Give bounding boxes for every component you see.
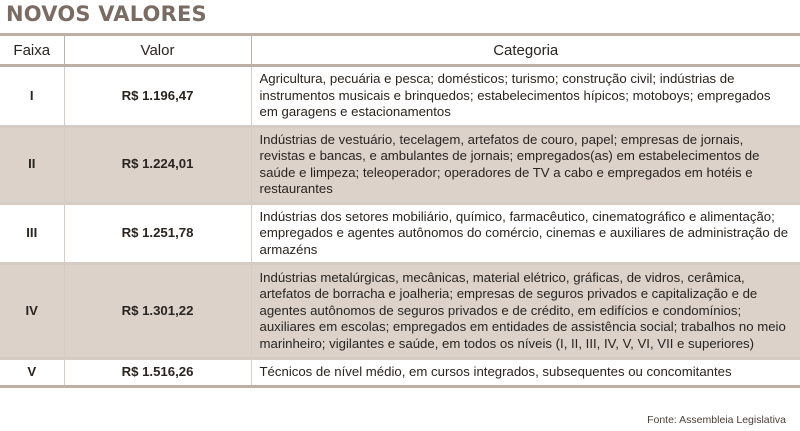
values-table <box>0 33 800 388</box>
categoria-cell: Indústrias dos setores mobiliário, químico, farmacêutico, cinematográfico e alimentação; empregados e agentes autônomos do comércio, cinemas e auxiliares de administração de armazéns <box>251 203 800 264</box>
valor-cell: R$ 1.516,26 <box>64 359 251 387</box>
table-row <box>0 359 800 387</box>
faixa-cell: IV <box>0 264 64 359</box>
categoria-cell: Agricultura, pecuária e pesca; domésticos; turismo; construção civil; indústrias de instrumentos musicais e brinquedos; estabelecimentos hípicos; motoboys; empregados em garagens e estacionamentos <box>251 66 800 127</box>
categoria-cell: Indústrias de vestuário, tecelagem, artefatos de couro, papel; empresas de jornais, revistas e bancas, e ambulantes de jornais; empregados(as) em estabelecimentos de saúde e limpeza; teleoperador; operadores de TV a cabo e empregados em hotéis e restaurantes <box>251 126 800 203</box>
valor-cell: R$ 1.301,22 <box>64 264 251 359</box>
categoria-cell: Indústrias metalúrgicas, mecânicas, material elétrico, gráficas, de vidros, cerâmica, artefatos de borracha e joalheria; empresas de seguros privados e capitalização e de agentes autônomos de seguros privados e de crédito, em edifícios e condomínios; auxiliares em escolas; empregados em entidades de assistência social; trabalhos no meio marinheiro; vigilantes e saúde, em todos os níveis (I, II, III, IV, V, VI, VII e superiores) <box>251 264 800 359</box>
faixa-cell: I <box>0 66 64 127</box>
column-header-valor: Valor <box>64 35 251 66</box>
faixa-cell: III <box>0 203 64 264</box>
table-row <box>0 264 800 359</box>
table-header-row <box>0 35 800 66</box>
table-row <box>0 66 800 127</box>
valor-cell: R$ 1.224,01 <box>64 126 251 203</box>
faixa-cell: V <box>0 359 64 387</box>
column-header-faixa: Faixa <box>0 35 64 66</box>
faixa-cell: II <box>0 126 64 203</box>
source-credit: Fonte: Assembleia Legislativa <box>647 414 786 426</box>
table-row <box>0 126 800 203</box>
page-title: NOVOS VALORES <box>6 2 207 26</box>
valor-cell: R$ 1.251,78 <box>64 203 251 264</box>
column-header-categoria: Categoria <box>251 35 800 66</box>
table-row <box>0 203 800 264</box>
categoria-cell: Técnicos de nível médio, em cursos integrados, subsequentes ou concomitantes <box>251 359 800 387</box>
valor-cell: R$ 1.196,47 <box>64 66 251 127</box>
